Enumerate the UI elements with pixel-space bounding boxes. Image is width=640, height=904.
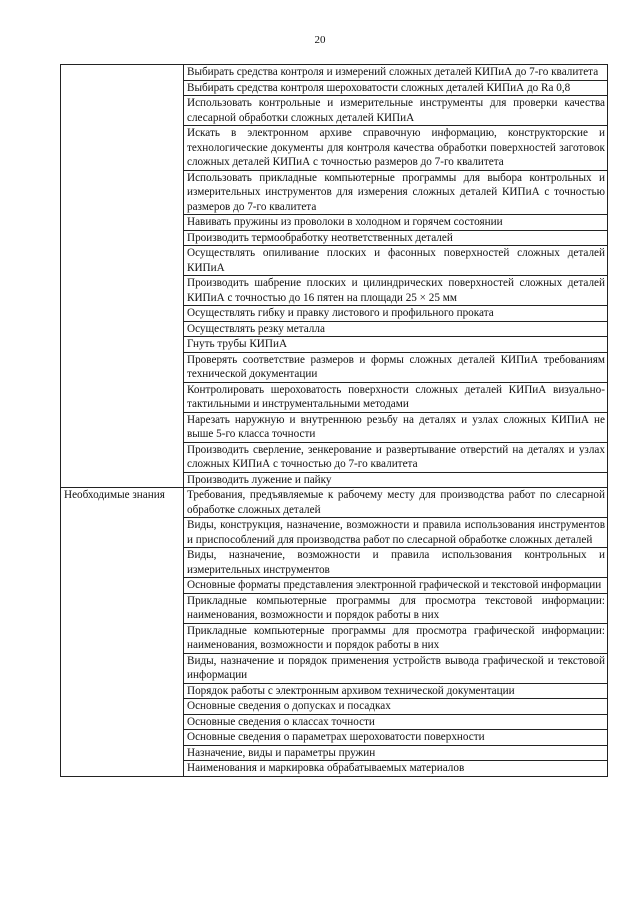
knowledge-item: Виды, конструкция, назначение, возможности и правила использования инструментов и приспособлений для производства работ по слесарной обработке сложных деталей: [184, 518, 608, 548]
skill-item: Производить термообработку неответственных деталей: [184, 230, 608, 246]
skill-item: Осуществлять гибку и правку листового и профильного проката: [184, 306, 608, 322]
skill-item: Гнуть трубы КИПиА: [184, 337, 608, 353]
skill-item: Искать в электронном архиве справочную информацию, конструкторские и технологические документы для контроля качества обработки поверхностей заготовок сложных деталей КИПиА с точностью размеров до 7-го квалитета: [184, 126, 608, 171]
knowledge-label: Необходимые знания: [61, 488, 184, 777]
skill-item: Использовать контрольные и измерительные инструменты для проверки качества слесарной обработки сложных деталей КИПиА: [184, 96, 608, 126]
knowledge-item: Основные сведения о параметрах шероховатости поверхности: [184, 730, 608, 746]
skill-item: Использовать прикладные компьютерные программы для выбора контрольных и измерительных инструментов для измерения сложных деталей КИПиА с точностью размеров до 7-го квалитета: [184, 170, 608, 215]
knowledge-item: Основные сведения о допусках и посадках: [184, 699, 608, 715]
skill-item: Проверять соответствие размеров и формы сложных деталей КИПиА требованиям технической документации: [184, 352, 608, 382]
knowledge-item: Прикладные компьютерные программы для просмотра графической информации: наименования, возможности и порядок работы в них: [184, 623, 608, 653]
table-row: [61, 65, 608, 81]
knowledge-item: Виды, назначение и порядок применения устройств вывода графической и текстовой информации: [184, 653, 608, 683]
skill-item: Производить сверление, зенкерование и развертывание отверстий на деталях и узлах сложных КИПиА с точностью до 7-го квалитета: [184, 442, 608, 472]
table-row: [61, 488, 608, 518]
skill-item: Осуществлять резку металла: [184, 321, 608, 337]
knowledge-item: Требования, предъявляемые к рабочему месту для производства работ по слесарной обработке сложных деталей: [184, 488, 608, 518]
skill-item: Производить шабрение плоских и цилиндрических поверхностей сложных деталей КИПиА с точностью до 16 пятен на площади 25 × 25 мм: [184, 276, 608, 306]
table-body: [61, 65, 608, 777]
knowledge-item: Виды, назначение, возможности и правила использования контрольных и измерительных инструментов: [184, 548, 608, 578]
skill-item: Производить лужение и пайку: [184, 472, 608, 488]
page-number: 20: [314, 34, 326, 46]
skill-item: Выбирать средства контроля и измерений сложных деталей КИПиА до 7-го квалитета: [184, 65, 608, 81]
knowledge-item: Порядок работы с электронным архивом технической документации: [184, 683, 608, 699]
knowledge-item: Основные сведения о классах точности: [184, 714, 608, 730]
knowledge-item: Назначение, виды и параметры пружин: [184, 745, 608, 761]
knowledge-item: Основные форматы представления электронной графической и текстовой информации: [184, 578, 608, 594]
skill-item: Осуществлять опиливание плоских и фасонных поверхностей сложных деталей КИПиА: [184, 246, 608, 276]
competency-table: [60, 64, 608, 777]
knowledge-item: Прикладные компьютерные программы для просмотра текстовой информации: наименования, возможности и порядок работы в них: [184, 593, 608, 623]
skill-item: Навивать пружины из проволоки в холодном и горячем состоянии: [184, 215, 608, 231]
skill-item: Выбирать средства контроля шероховатости сложных деталей КИПиА до Ra 0,8: [184, 80, 608, 96]
skills-label-cell: [61, 65, 184, 488]
knowledge-item: Наименования и маркировка обрабатываемых материалов: [184, 761, 608, 777]
skill-item: Нарезать наружную и внутреннюю резьбу на деталях и узлах сложных КИПиА не выше 5-го класса точности: [184, 412, 608, 442]
skill-item: Контролировать шероховатость поверхности сложных деталей КИПиА визуально-тактильными и инструментальными методами: [184, 382, 608, 412]
